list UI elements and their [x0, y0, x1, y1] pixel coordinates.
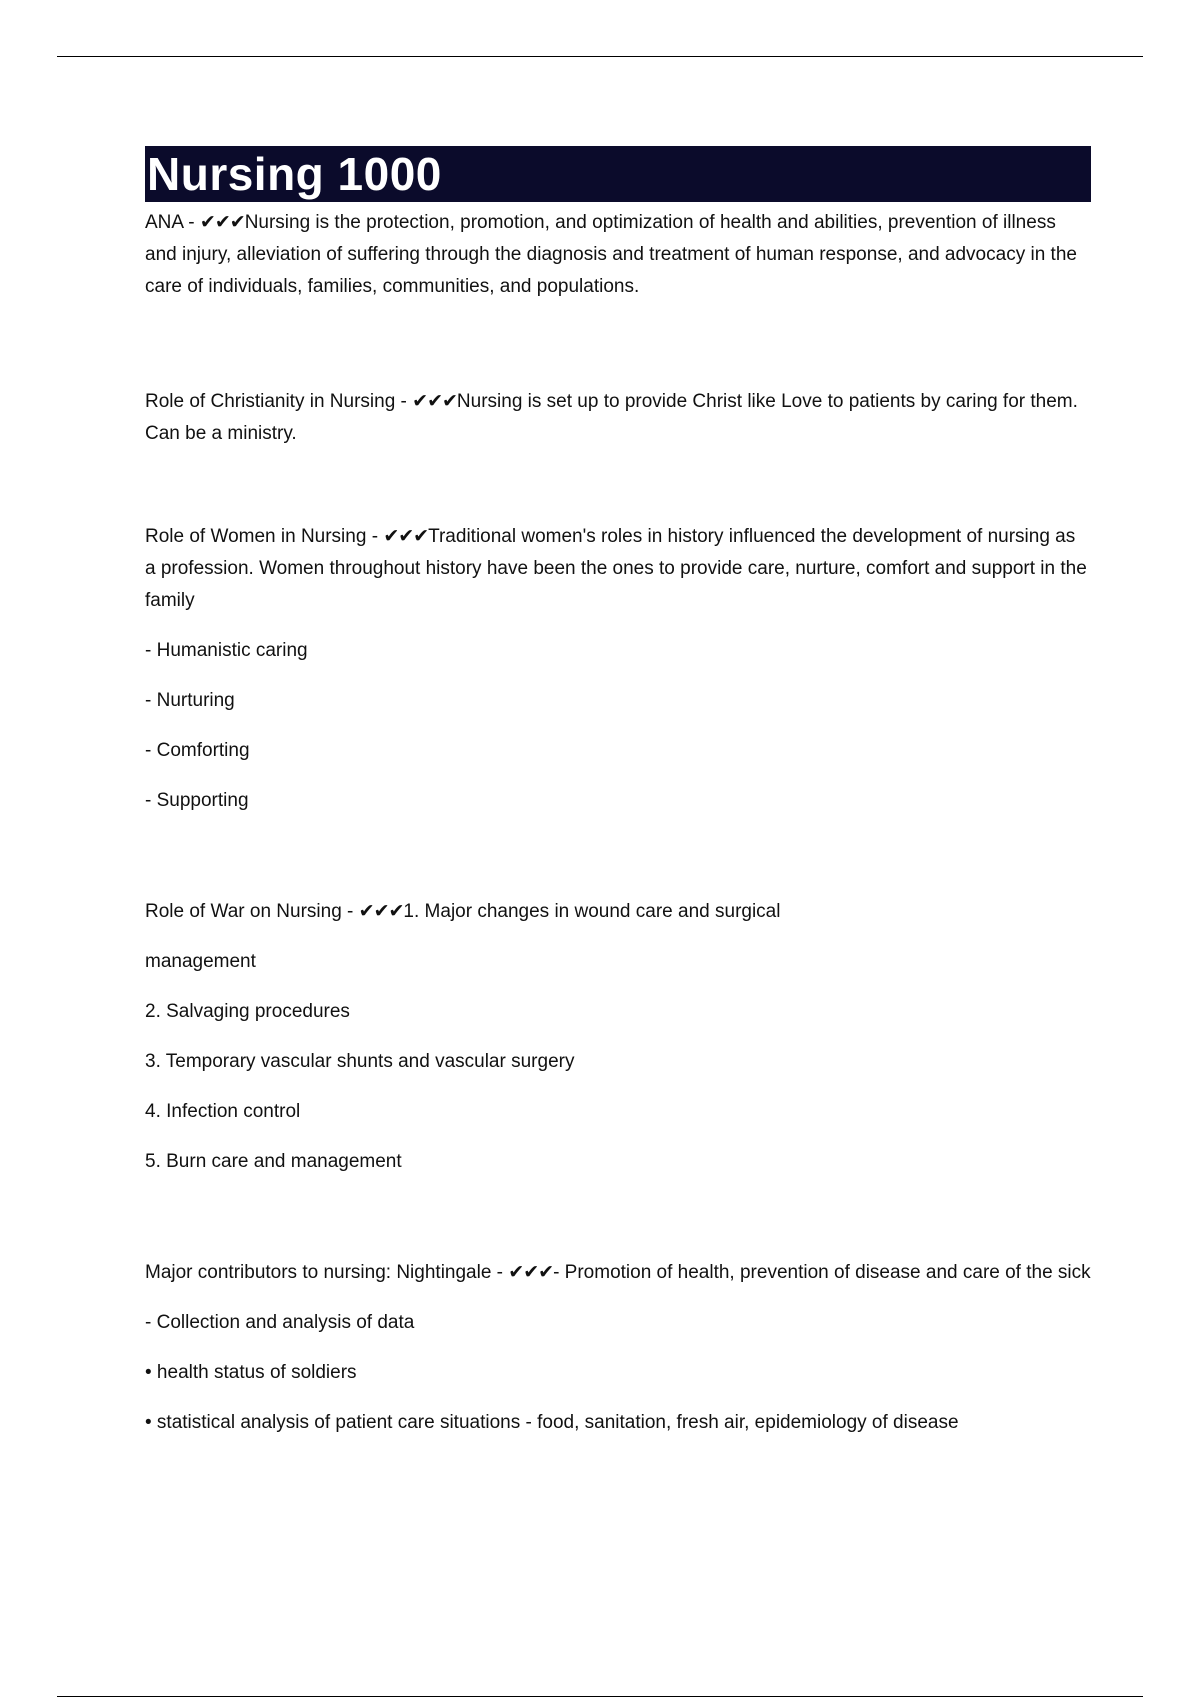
checkmark-icon: ✔✔✔	[358, 900, 404, 922]
list-item: - Humanistic caring	[145, 640, 308, 661]
bottom-rule	[57, 1696, 1143, 1697]
list-item: • health status of soldiers	[145, 1362, 357, 1383]
document-body	[145, 146, 1091, 1439]
entry-term: Role of Christianity in Nursing	[145, 391, 396, 412]
list-item: 4. Infection control	[145, 1101, 301, 1122]
list-item: - Nurturing	[145, 690, 235, 711]
entry-women: Role of Women in Nursing - ✔✔✔Traditional women's roles in history influenced the development of nursing as a profession. Women throughout history have been the ones to provide care, nurture, comfort and support in the family	[145, 525, 1087, 611]
checkmark-icon: ✔✔✔	[508, 1261, 554, 1283]
list-item: - Supporting	[145, 790, 249, 811]
entry-term: Role of War on Nursing	[145, 901, 342, 922]
entry-definition: - Promotion of health, prevention of disease and care of the sick	[553, 1262, 1091, 1283]
checkmark-icon: ✔✔✔	[199, 211, 245, 233]
entry-ana: ANA - ✔✔✔Nursing is the protection, promotion, and optimization of health and abilities, prevention of illness and injury, alleviation of suffering through the diagnosis and treatment of human response, and advocacy in the care of individuals, families, communities, and populations.	[145, 211, 1077, 297]
list-item: 2. Salvaging procedures	[145, 1001, 350, 1022]
entry-term: Role of Women in Nursing	[145, 526, 367, 547]
list-item: - Comforting	[145, 740, 250, 761]
entry-term: Major contributors to nursing: Nightingale	[145, 1262, 492, 1283]
entry-definition: Nursing is the protection, promotion, and optimization of health and abilities, prevention of illness and injury, alleviation of suffering through the diagnosis and treatment of human response, and advocacy in the care of individuals, families, communities, and populations.	[145, 212, 1077, 297]
list-item: 5. Burn care and management	[145, 1151, 402, 1172]
title-banner	[145, 146, 1091, 202]
page-title: Nursing 1000	[147, 148, 442, 200]
entry-war: Role of War on Nursing - ✔✔✔1. Major changes in wound care and surgical	[145, 900, 781, 922]
checkmark-icon: ✔✔✔	[383, 525, 429, 547]
checkmark-icon: ✔✔✔	[412, 390, 457, 412]
list-item: • statistical analysis of patient care situations - food, sanitation, fresh air, epidemiology of disease	[145, 1412, 959, 1433]
entry-definition: 1. Major changes in wound care and surgical	[403, 901, 781, 922]
list-item: - Collection and analysis of data	[145, 1312, 415, 1333]
entry-christianity: Role of Christianity in Nursing - ✔✔✔Nursing is set up to provide Christ like Love to patients by caring for them. Can be a ministry.	[145, 390, 1078, 444]
entry-definition: Traditional women's roles in history influenced the development of nursing as a profession. Women throughout history have been the ones to provide care, nurture, comfort and support in the family	[145, 526, 1087, 611]
list-item: 3. Temporary vascular shunts and vascular surgery	[145, 1051, 575, 1072]
entry-term: ANA	[145, 212, 184, 233]
entry-definition: Nursing is set up to provide Christ like Love to patients by caring for them. Can be a ministry.	[145, 391, 1078, 444]
top-rule	[57, 56, 1143, 57]
list-item: management	[145, 951, 256, 972]
entry-nightingale: Major contributors to nursing: Nightingale - ✔✔✔- Promotion of health, prevention of disease and care of the sick	[145, 1261, 1091, 1283]
